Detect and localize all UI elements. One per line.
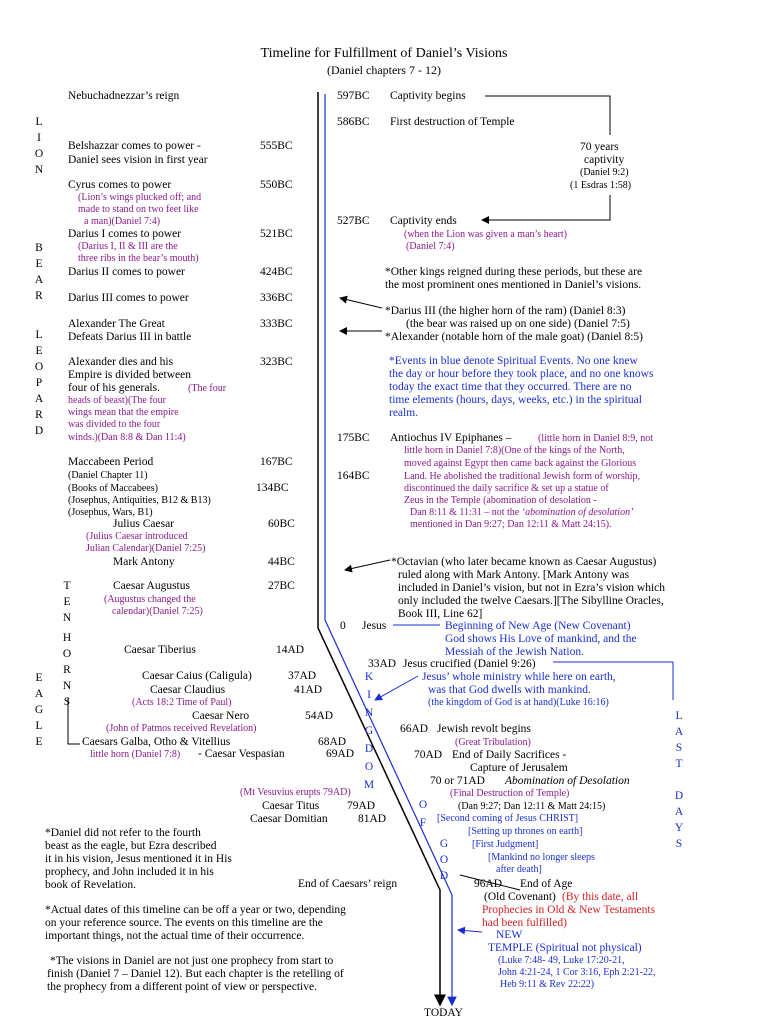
date-96ad: 96AD (474, 878, 503, 890)
alex-note: wings mean that the empire (68, 407, 179, 418)
date-33ad: 33AD (368, 658, 397, 670)
darius3: Darius III comes to power (68, 292, 189, 304)
mac-chapter: (Daniel Chapter 11) (68, 470, 148, 481)
cyrus: Cyrus comes to power (68, 179, 172, 191)
date-44bc: 44BC (268, 556, 295, 568)
cyrus-note: made to stand on two feet like (78, 204, 199, 215)
date-54ad: 54AD (305, 710, 334, 722)
note-visions: the prophecy from a different point of view or perspective. (47, 981, 317, 993)
little-horn-note: little horn (Daniel 7:8) (90, 749, 181, 760)
vertical-label-eagle: E A G L E (34, 672, 44, 748)
caesar-domitian: Caesar Domitian (250, 813, 328, 825)
alexander-horn: *Alexander (notable horn of the male goat) (Daniel 8:5) (385, 331, 644, 343)
date-37ad: 37AD (288, 670, 317, 682)
nero-note: (John of Patmos received Revelation) (106, 723, 257, 734)
other-kings: the most prominent ones mentioned in Daniel’s visions. (385, 279, 642, 291)
date-68ad: 68AD (318, 736, 347, 748)
dan-refs: (Dan 9:27; Dan 12:11 & Matt 24:15) (458, 801, 606, 812)
date-527bc: 527BC (337, 215, 370, 227)
caesar-caius: Caesar Caius (Caligula) (142, 670, 252, 682)
vertical-label-horns: H O R N S (62, 632, 72, 708)
vertical-label-lion: L I O N (34, 116, 44, 176)
claudius-note: (Acts 18:2 Time of Paul) (132, 697, 232, 708)
note-daniel: it in his vision, Jesus mentioned it in His (45, 853, 232, 865)
alexander-defeats: Defeats Darius III in battle (68, 331, 192, 343)
prophecies-fulfilled: had been fulfilled) (482, 917, 567, 929)
julius-note: (Julius Caesar introduced (86, 531, 188, 542)
date-175bc: 175BC (337, 432, 370, 444)
octavian: *Octavian (who later became known as Caesar Augustus) (391, 556, 657, 568)
jesus: Jesus (362, 620, 387, 632)
date-521bc: 521BC (260, 228, 293, 240)
page-title: Timeline for Fulfillment of Daniel’s Visions (260, 46, 508, 61)
antiochus-note: moved against Egypt then came back against the Glorious (404, 458, 637, 469)
lion-heart-note: (Daniel 7:4) (406, 241, 455, 252)
mark-antony: Mark Antony (113, 556, 175, 568)
belshazzar: Belshazzar comes to power - (68, 140, 201, 152)
antiochus-note: (little horn in Daniel 8:9, not (538, 433, 653, 444)
date-41ad: 41AD (294, 684, 323, 696)
capture-jerusalem: Capture of Jerusalem (470, 762, 568, 774)
other-kings: *Other kings reigned during these periods, but these are (385, 266, 643, 278)
vertical-label-ten: T E N (62, 580, 72, 624)
darius-note: (Darius I, II & III are the (78, 241, 178, 252)
alex-note: was divided to the four (68, 419, 161, 430)
date-164bc: 164BC (337, 470, 370, 482)
alex-note: (The four (188, 383, 227, 394)
blue-note: today the exact time that they occurred. There are no (389, 381, 632, 393)
end-caesars: End of Caesars’ reign (298, 878, 398, 890)
cyrus-note: a man)(Daniel 7:4) (84, 216, 161, 227)
note-dates: *Actual dates of this timeline can be off a year or two, depending (45, 904, 346, 916)
date-333bc: 333BC (260, 318, 293, 330)
prophecies-fulfilled: Prophecies in Old & New Testaments (482, 904, 656, 916)
seventy-years: 70 years (580, 141, 619, 153)
daniel-vision: Daniel sees vision in first year (68, 154, 208, 166)
new-temple: TEMPLE (Spiritual not physical) (488, 942, 642, 954)
caesar-claudius: Caesar Claudius (150, 684, 226, 696)
darius-horn: *Darius III (the higher horn of the ram) (Daniel 8:3) (385, 305, 626, 317)
captivity-begins: Captivity begins (390, 90, 466, 102)
blue-note: *Events in blue denote Spiritual Events. No one knew (389, 355, 638, 367)
caesar-nero: Caesar Nero (192, 710, 250, 722)
antiochus-note: Zeus in the Temple (abomination of desolation - (404, 495, 597, 506)
new-age: God shows His Love of mankind, and the (445, 633, 637, 645)
first-destruction: First destruction of Temple (390, 116, 515, 128)
today-label: TODAY (424, 1007, 463, 1019)
vertical-label-leopard: L E O P A R D (34, 329, 44, 437)
julius-note: Julian Calendar)(Daniel 7:25) (86, 543, 206, 554)
lion-heart-note: (when the Lion was given a man’s heart) (404, 229, 568, 240)
caesar-titus: Caesar Titus (262, 800, 320, 812)
vesuvius-note: (Mt Vesuvius erupts 79AD) (240, 787, 351, 798)
date-66ad: 66AD (400, 723, 429, 735)
antiochus-note: little horn in Daniel 7:8)(One of the kings of the North, (404, 445, 625, 456)
mankind-sleeps: after death] (496, 864, 542, 875)
jesus-crucified: Jesus crucified (Daniel 9:26) (403, 658, 536, 670)
blue-note: the day or hour before they took place, and no one knows (389, 368, 654, 380)
seventy-years-ref: (1 Esdras 1:58) (570, 180, 632, 191)
temple-refs: John 4:21-24, 1 Cor 3:16, Eph 2:21-22, (498, 967, 656, 978)
new-age: Beginning of New Age (New Covenant) (445, 620, 631, 632)
year-zero: 0 (340, 620, 346, 632)
vertical-label-last-days: L A S T D A Y S (674, 710, 684, 850)
date-70ad: 70AD (414, 749, 443, 761)
new-age: Messiah of the Jewish Nation. (445, 646, 584, 658)
augustus-note: (Augustus changed the (104, 594, 196, 605)
alexander-generals: four of his generals. (68, 382, 160, 394)
note-daniel: book of Revelation. (45, 879, 137, 891)
mac-books: (Books of Maccabees) (68, 483, 158, 494)
note-daniel: prophecy, and John included it in his (45, 866, 214, 878)
alex-note: winds.)(Dan 8:8 & Dan 11:4) (68, 432, 186, 443)
caesars-galba: Caesars Galba, Otho & Vitellius (82, 736, 231, 748)
date-134bc: 134BC (256, 482, 289, 494)
page-subtitle: (Daniel chapters 7 - 12) (327, 63, 441, 77)
abomination: Abomination of Desolation (505, 775, 630, 787)
vertical-label-kingdom: K I N G D O M (363, 671, 375, 791)
caesar-tiberius: Caesar Tiberius (124, 644, 196, 656)
final-destruction: (Final Destruction of Temple) (450, 788, 570, 799)
vertical-label-bear: B E A R (34, 242, 44, 302)
note-visions: finish (Daniel 7 – Daniel 12). But each chapter is the retelling of (47, 968, 344, 980)
augustus-note: calendar)(Daniel 7:25) (112, 606, 203, 617)
alexander-dies: Alexander dies and his (68, 356, 174, 368)
jewish-revolt: Jewish revolt begins (437, 723, 531, 735)
note-dates: on your reference source. The events on this timeline are the (45, 917, 323, 929)
blue-note: realm. (389, 407, 419, 419)
date-167bc: 167BC (260, 456, 293, 468)
new-temple: NEW (496, 929, 523, 941)
date-555bc: 555BC (260, 140, 293, 152)
antiochus-note: discontinued the daily sacrifice & set up a statue of (404, 483, 609, 494)
octavian: only included the twelve Caesars.][The Sibylline Oracles, (398, 595, 664, 607)
first-judgment: [First Judgment] (472, 839, 539, 850)
old-covenant: (Old Covenant) (484, 891, 556, 903)
octavian: Book III, Line 62] (398, 608, 483, 620)
blue-note: time elements (hours, days, weeks, etc.) in the spiritual (389, 394, 642, 406)
vertical-label-of: O F (418, 799, 428, 829)
date-336bc: 336BC (260, 292, 293, 304)
date-597bc: 597BC (337, 90, 370, 102)
octavian: included in Daniel’s vision, but not in Ezra’s vision which (398, 582, 666, 594)
note-visions: *The visions in Daniel are not just one prophecy from start to (50, 955, 334, 967)
date-323bc: 323BC (260, 356, 293, 368)
prophecies-fulfilled: (By this date, all (562, 891, 639, 903)
seventy-years: captivity (584, 154, 625, 166)
captivity-ends: Captivity ends (390, 215, 457, 227)
vertical-label-god: G O D (439, 838, 449, 882)
end-of-age: End of Age (520, 878, 573, 890)
julius-caesar: Julius Caesar (113, 518, 175, 530)
tribulation: (Great Tribulation) (455, 737, 531, 748)
nebuchadnezzar: Nebuchadnezzar’s reign (68, 90, 180, 102)
second-coming: [Second coming of Jesus CHRIST] (437, 813, 579, 824)
antiochus-note: Land. He abolished the traditional Jewish form of worship, (404, 471, 641, 482)
date-586bc: 586BC (337, 116, 370, 128)
date-27bc: 27BC (268, 580, 295, 592)
darius2: Darius II comes to power (68, 266, 185, 278)
antiochus-note: mentioned in Dan 9:27; Dan 12:11 & Matt 24:15). (410, 519, 612, 530)
caesar-augustus: Caesar Augustus (113, 580, 190, 592)
thrones: [Setting up thrones on earth] (468, 826, 583, 837)
darius-note: three ribs in the bear’s mouth) (78, 253, 199, 264)
antiochus-note: Dan 8:11 & 11:31 – not the ‘abomination of desolation’ (410, 507, 634, 518)
date-14ad: 14AD (276, 644, 305, 656)
alexander: Alexander The Great (68, 318, 165, 330)
note-dates: important things, not the actual time of their occurrence. (45, 930, 305, 942)
note-daniel: *Daniel did not refer to the fourth (45, 827, 201, 839)
mankind-sleeps: [Mankind no longer sleeps (488, 852, 595, 863)
darius1: Darius I comes to power (68, 228, 182, 240)
date-69ad: 69AD (326, 748, 355, 760)
caesar-vespasian: - Caesar Vespasian (198, 748, 285, 760)
date-81ad: 81AD (358, 813, 387, 825)
note-daniel: beast as the eagle, but Ezra described (45, 840, 217, 852)
cyrus-note: (Lion’s wings plucked off; and (78, 192, 202, 203)
mac-josephus: (Josephus, Antiquities, B12 & B13) (68, 495, 211, 506)
date-550bc: 550BC (260, 179, 293, 191)
date-424bc: 424BC (260, 266, 293, 278)
alex-note: heads of beast)(The four (68, 395, 167, 406)
date-60bc: 60BC (268, 518, 295, 530)
temple-refs: Heb 9:11 & Rev 22:22) (500, 979, 595, 990)
bear-raised: (the bear was raised up on one side) (Daniel 7:5) (406, 318, 630, 330)
date-79ad: 79AD (347, 800, 376, 812)
mac-josephus: (Josephus, Wars, B1) (68, 507, 153, 518)
end-sacrifices: End of Daily Sacrifices - (452, 749, 567, 761)
alexander-empire: Empire is divided between (68, 369, 191, 381)
ministry: Jesus’ whole ministry while here on earth, (422, 671, 616, 683)
ministry: was that God dwells with mankind. (428, 684, 591, 696)
date-70-71ad: 70 or 71AD (430, 775, 485, 787)
antiochus: Antiochus IV Epiphanes – (390, 432, 512, 444)
ministry-ref: (the kingdom of God is at hand)(Luke 16:16) (428, 697, 609, 708)
octavian: ruled along with Mark Antony. [Mark Antony was (398, 569, 630, 581)
seventy-years-ref: (Daniel 9:2) (580, 167, 629, 178)
temple-refs: (Luke 7:48- 49, Luke 17:20-21, (498, 955, 625, 966)
maccabeen: Maccabeen Period (68, 456, 154, 468)
